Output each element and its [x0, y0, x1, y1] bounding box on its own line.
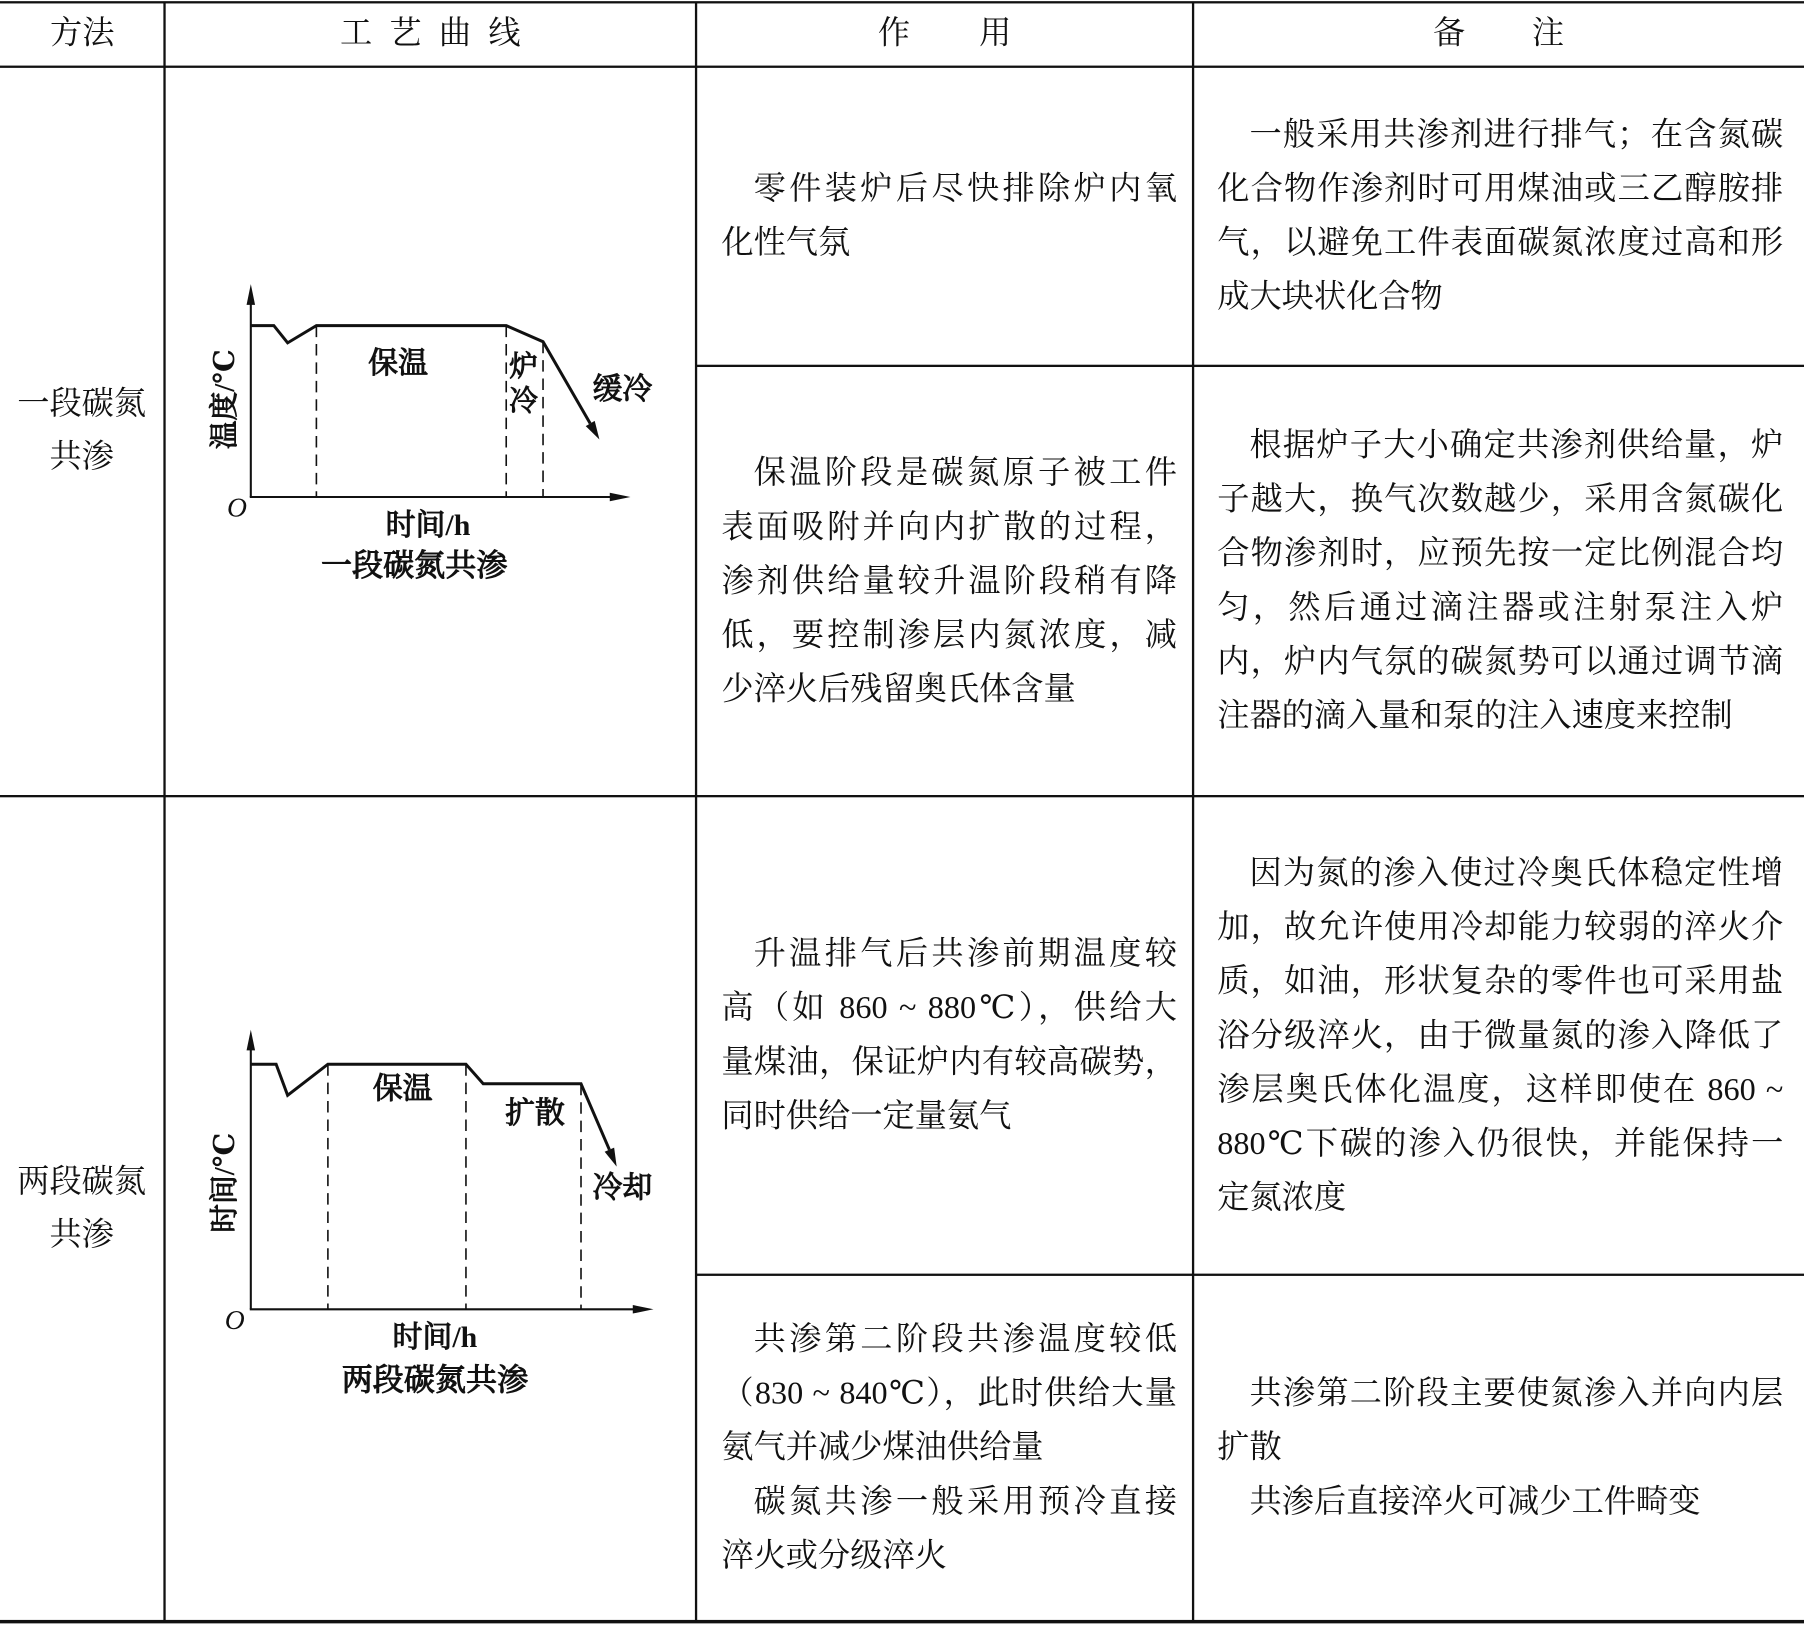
notes-cell [1217, 797, 1783, 1273]
text-line: 渗层奥氏体化温度，这样即使在 860 ~ [1217, 1071, 1784, 1108]
text-line: 注器的滴入量和泵的注入速度来控制 [1217, 698, 1733, 735]
header-function [696, 3, 1193, 65]
text-line: （830 ~ 840℃），此时供给大量 [721, 1376, 1177, 1412]
text-line: 成大块状化合物 [1217, 279, 1443, 316]
paragraph [1217, 846, 1783, 1225]
text-line: 淬火或分级淬火 [721, 1538, 947, 1574]
cooling-arrowhead [586, 421, 600, 440]
paragraph [721, 446, 1177, 716]
x-axis-label: 时间/h [385, 508, 471, 542]
function-cell [721, 797, 1177, 1273]
method-cell [0, 68, 163, 795]
paragraph [1217, 1475, 1783, 1529]
text-line: 气，以避免工件表面碳氮浓度过高和形 [1217, 225, 1784, 262]
text-line: 保温阶段是碳氮原子被工件 [753, 455, 1177, 491]
stage-label-cooling: 冷却 [592, 1171, 653, 1205]
text-line: 匀，然后通过滴注器或注射泵注入炉 [1217, 590, 1784, 626]
text-line: 合物渗剂时，应预先按一定比例混合均 [1217, 536, 1784, 572]
process-curve-diagram [165, 796, 697, 1621]
stage-label-slow-cooling: 缓冷 [592, 372, 653, 407]
text-line: 质，如油，形状复杂的零件也可采用盐 [1217, 963, 1784, 1000]
y-axis-arrowhead [247, 284, 256, 305]
diagram-caption: 一段碳氮共渗 [320, 548, 508, 583]
text-line: 氨气并减少煤油供给量 [721, 1430, 1044, 1466]
stage-label-holding: 保温 [372, 1072, 433, 1106]
notes-cell [1217, 68, 1783, 365]
notes-cell [1217, 367, 1783, 795]
text-line: 共渗第二阶段主要使氮渗入并向内层 [1249, 1376, 1784, 1412]
x-axis-arrowhead [610, 493, 631, 502]
column-divider [1192, 2, 1194, 1621]
text-line: 定氮浓度 [1217, 1179, 1347, 1216]
text-line: 零件装炉后尽快排除炉内氧 [753, 171, 1177, 208]
y-axis-label: 时间/℃ [209, 1132, 242, 1233]
x-axis-arrowhead [633, 1305, 654, 1314]
cooling-arrowhead [605, 1148, 617, 1167]
function-cell [721, 68, 1177, 365]
text-line: 880℃下碳的渗入仍很快，并能保持一 [1217, 1125, 1784, 1162]
text-line: 同时供给一定量氨气 [721, 1098, 1012, 1135]
header-function-label: 作用 [877, 16, 1081, 52]
text-line: 扩散 [1217, 1430, 1282, 1466]
header-curve [165, 3, 697, 65]
origin-label: O [224, 1305, 245, 1336]
paragraph [721, 927, 1177, 1143]
text-line: 一般采用共渗剂进行排气；在含氮碳 [1249, 117, 1784, 154]
x-axis-label: 时间/h [392, 1320, 478, 1355]
text-line: 碳氮共渗一般采用预冷直接 [753, 1484, 1177, 1520]
y-axis-arrowhead [247, 1030, 256, 1051]
text-line: 高（如 860 ~ 880℃），供给大 [721, 990, 1177, 1027]
paragraph [721, 1313, 1177, 1475]
text-line: 化性气氛 [721, 225, 851, 262]
text-line: 子越大，换气次数越少，采用含氮碳化 [1217, 482, 1784, 518]
paragraph [1217, 419, 1783, 743]
y-axis-label: 温度/℃ [209, 349, 242, 450]
method-cell [0, 797, 163, 1620]
function-cell [721, 367, 1177, 795]
method-name: 一段碳氮共渗 [17, 386, 147, 476]
function-cell [721, 1276, 1177, 1620]
text-line: 共渗第二阶段共渗温度较低 [753, 1321, 1177, 1358]
text-line: 表面吸附并向内扩散的过程， [721, 509, 1177, 545]
origin-label: O [227, 493, 247, 524]
text-line: 少淬火后残留奥氏体含量 [721, 671, 1076, 707]
text-line: 因为氮的渗入使过冷奥氏体稳定性增 [1249, 855, 1784, 892]
paragraph [1217, 1367, 1783, 1475]
header-notes [1193, 3, 1804, 65]
stage-label-holding: 保温 [368, 346, 428, 380]
text-line: 浴分级淬火，由于微量氮的渗入降低了 [1217, 1017, 1784, 1054]
text-line: 量煤油，保证炉内有较高碳势， [721, 1044, 1177, 1081]
text-line: 渗剂供给量较升温阶段稍有降 [721, 563, 1177, 599]
notes-cell [1217, 1276, 1783, 1620]
paragraph [721, 1475, 1177, 1583]
method-name: 两段碳氮共渗 [17, 1163, 147, 1253]
text-line: 化合物作渗剂时可用煤油或三乙醇胺排 [1217, 171, 1784, 208]
paragraph [721, 162, 1177, 270]
header-notes-label: 备注 [1432, 16, 1631, 52]
text-line: 低，要控制渗层内氮浓度，减 [721, 617, 1177, 653]
text-line: 共渗后直接淬火可减少工件畸变 [1249, 1484, 1701, 1520]
header-curve-label: 工艺曲线 [339, 16, 538, 52]
stage-label-furnace-cooling: 炉冷 [509, 352, 538, 418]
header-method [0, 3, 165, 65]
text-line: 加，故允许使用冷却能力较弱的淬火介 [1217, 909, 1784, 946]
paragraph [1217, 108, 1783, 324]
text-line: 根据炉子大小确定共渗剂供给量，炉 [1249, 427, 1784, 464]
text-line: 升温排气后共渗前期温度较 [753, 936, 1177, 973]
text-line: 内，炉内气氛的碳氮势可以通过调节滴 [1217, 644, 1784, 680]
process-curve-diagram [165, 67, 697, 796]
header-method-label: 方法 [50, 16, 115, 52]
diagram-caption: 两段碳氮共渗 [341, 1362, 529, 1398]
stage-label-diffusion: 扩散 [505, 1096, 565, 1130]
